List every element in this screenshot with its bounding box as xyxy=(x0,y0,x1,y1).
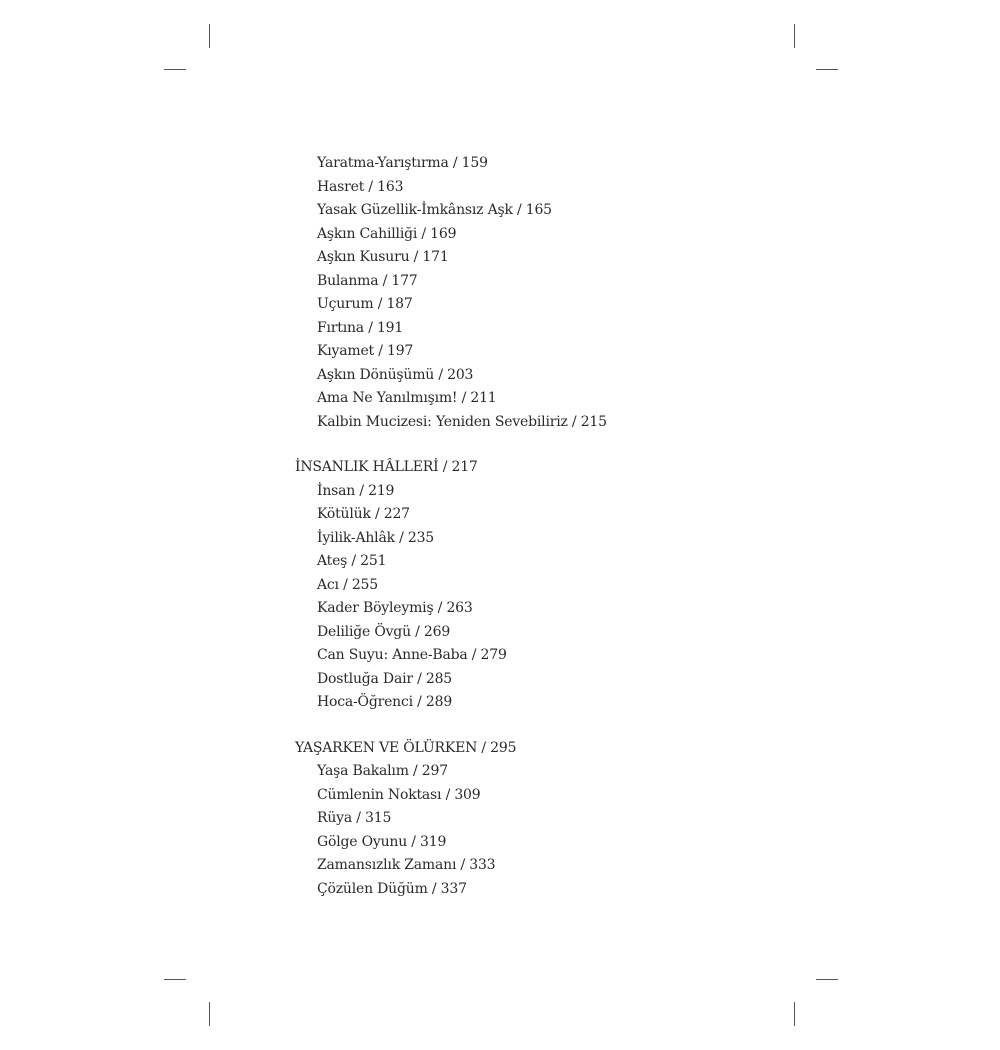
crop-mark-bottom-left-horizontal xyxy=(164,979,186,980)
toc-entry: Dostluğa Dair / 285 xyxy=(317,671,452,687)
toc-entry: Fırtına / 191 xyxy=(317,320,404,336)
crop-mark-top-right-horizontal xyxy=(816,69,838,70)
toc-entry: Ateş / 251 xyxy=(317,553,387,569)
toc-entry: Kıyamet / 197 xyxy=(317,343,414,359)
toc-entry: Uçurum / 187 xyxy=(317,296,413,312)
toc-entry: Hasret / 163 xyxy=(317,179,404,195)
toc-section-heading: İNSANLIK HÂLLERİ / 217 xyxy=(295,459,478,475)
toc-entry: Can Suyu: Anne-Baba / 279 xyxy=(317,647,507,663)
toc-entry: Acı / 255 xyxy=(317,577,378,593)
toc-entry: Aşkın Cahilliği / 169 xyxy=(317,226,457,242)
toc-entry: Cümlenin Noktası / 309 xyxy=(317,787,481,803)
toc-entry: İyilik-Ahlâk / 235 xyxy=(317,530,435,546)
toc-entry: Kader Böyleymiş / 263 xyxy=(317,600,473,616)
toc-entry: Aşkın Dönüşümü / 203 xyxy=(317,367,474,383)
crop-mark-top-left-vertical xyxy=(209,24,210,48)
toc-entry: Kalbin Mucizesi: Yeniden Sevebiliriz / 215 xyxy=(317,414,607,430)
toc-entry: Yaratma-Yarıştırma / 159 xyxy=(317,155,488,171)
toc-entry: Gölge Oyunu / 319 xyxy=(317,834,447,850)
toc-entry: Yaşa Bakalım / 297 xyxy=(317,763,448,779)
toc-entry: Kötülük / 227 xyxy=(317,506,410,522)
toc-entry: Hoca-Öğrenci / 289 xyxy=(317,694,453,710)
toc-entry: Aşkın Kusuru / 171 xyxy=(317,249,449,265)
toc-entry: Yasak Güzellik-İmkânsız Aşk / 165 xyxy=(317,202,552,218)
crop-mark-bottom-right-vertical xyxy=(794,1002,795,1026)
toc-entry: Deliliğe Övgü / 269 xyxy=(317,624,451,640)
crop-mark-top-right-vertical xyxy=(794,24,795,48)
toc-entry: Çözülen Düğüm / 337 xyxy=(317,881,467,897)
crop-mark-bottom-left-vertical xyxy=(209,1002,210,1026)
toc-entry: Bulanma / 177 xyxy=(317,273,418,289)
toc-entry: İnsan / 219 xyxy=(317,483,395,499)
crop-mark-top-left-horizontal xyxy=(164,69,186,70)
toc-entry: Ama Ne Yanılmışım! / 211 xyxy=(317,390,497,406)
toc-entry: Zamansızlık Zamanı / 333 xyxy=(317,857,496,873)
crop-mark-bottom-right-horizontal xyxy=(816,979,838,980)
toc-section-heading: YAŞARKEN VE ÖLÜRKEN / 295 xyxy=(295,740,517,756)
toc-entry: Rüya / 315 xyxy=(317,810,392,826)
